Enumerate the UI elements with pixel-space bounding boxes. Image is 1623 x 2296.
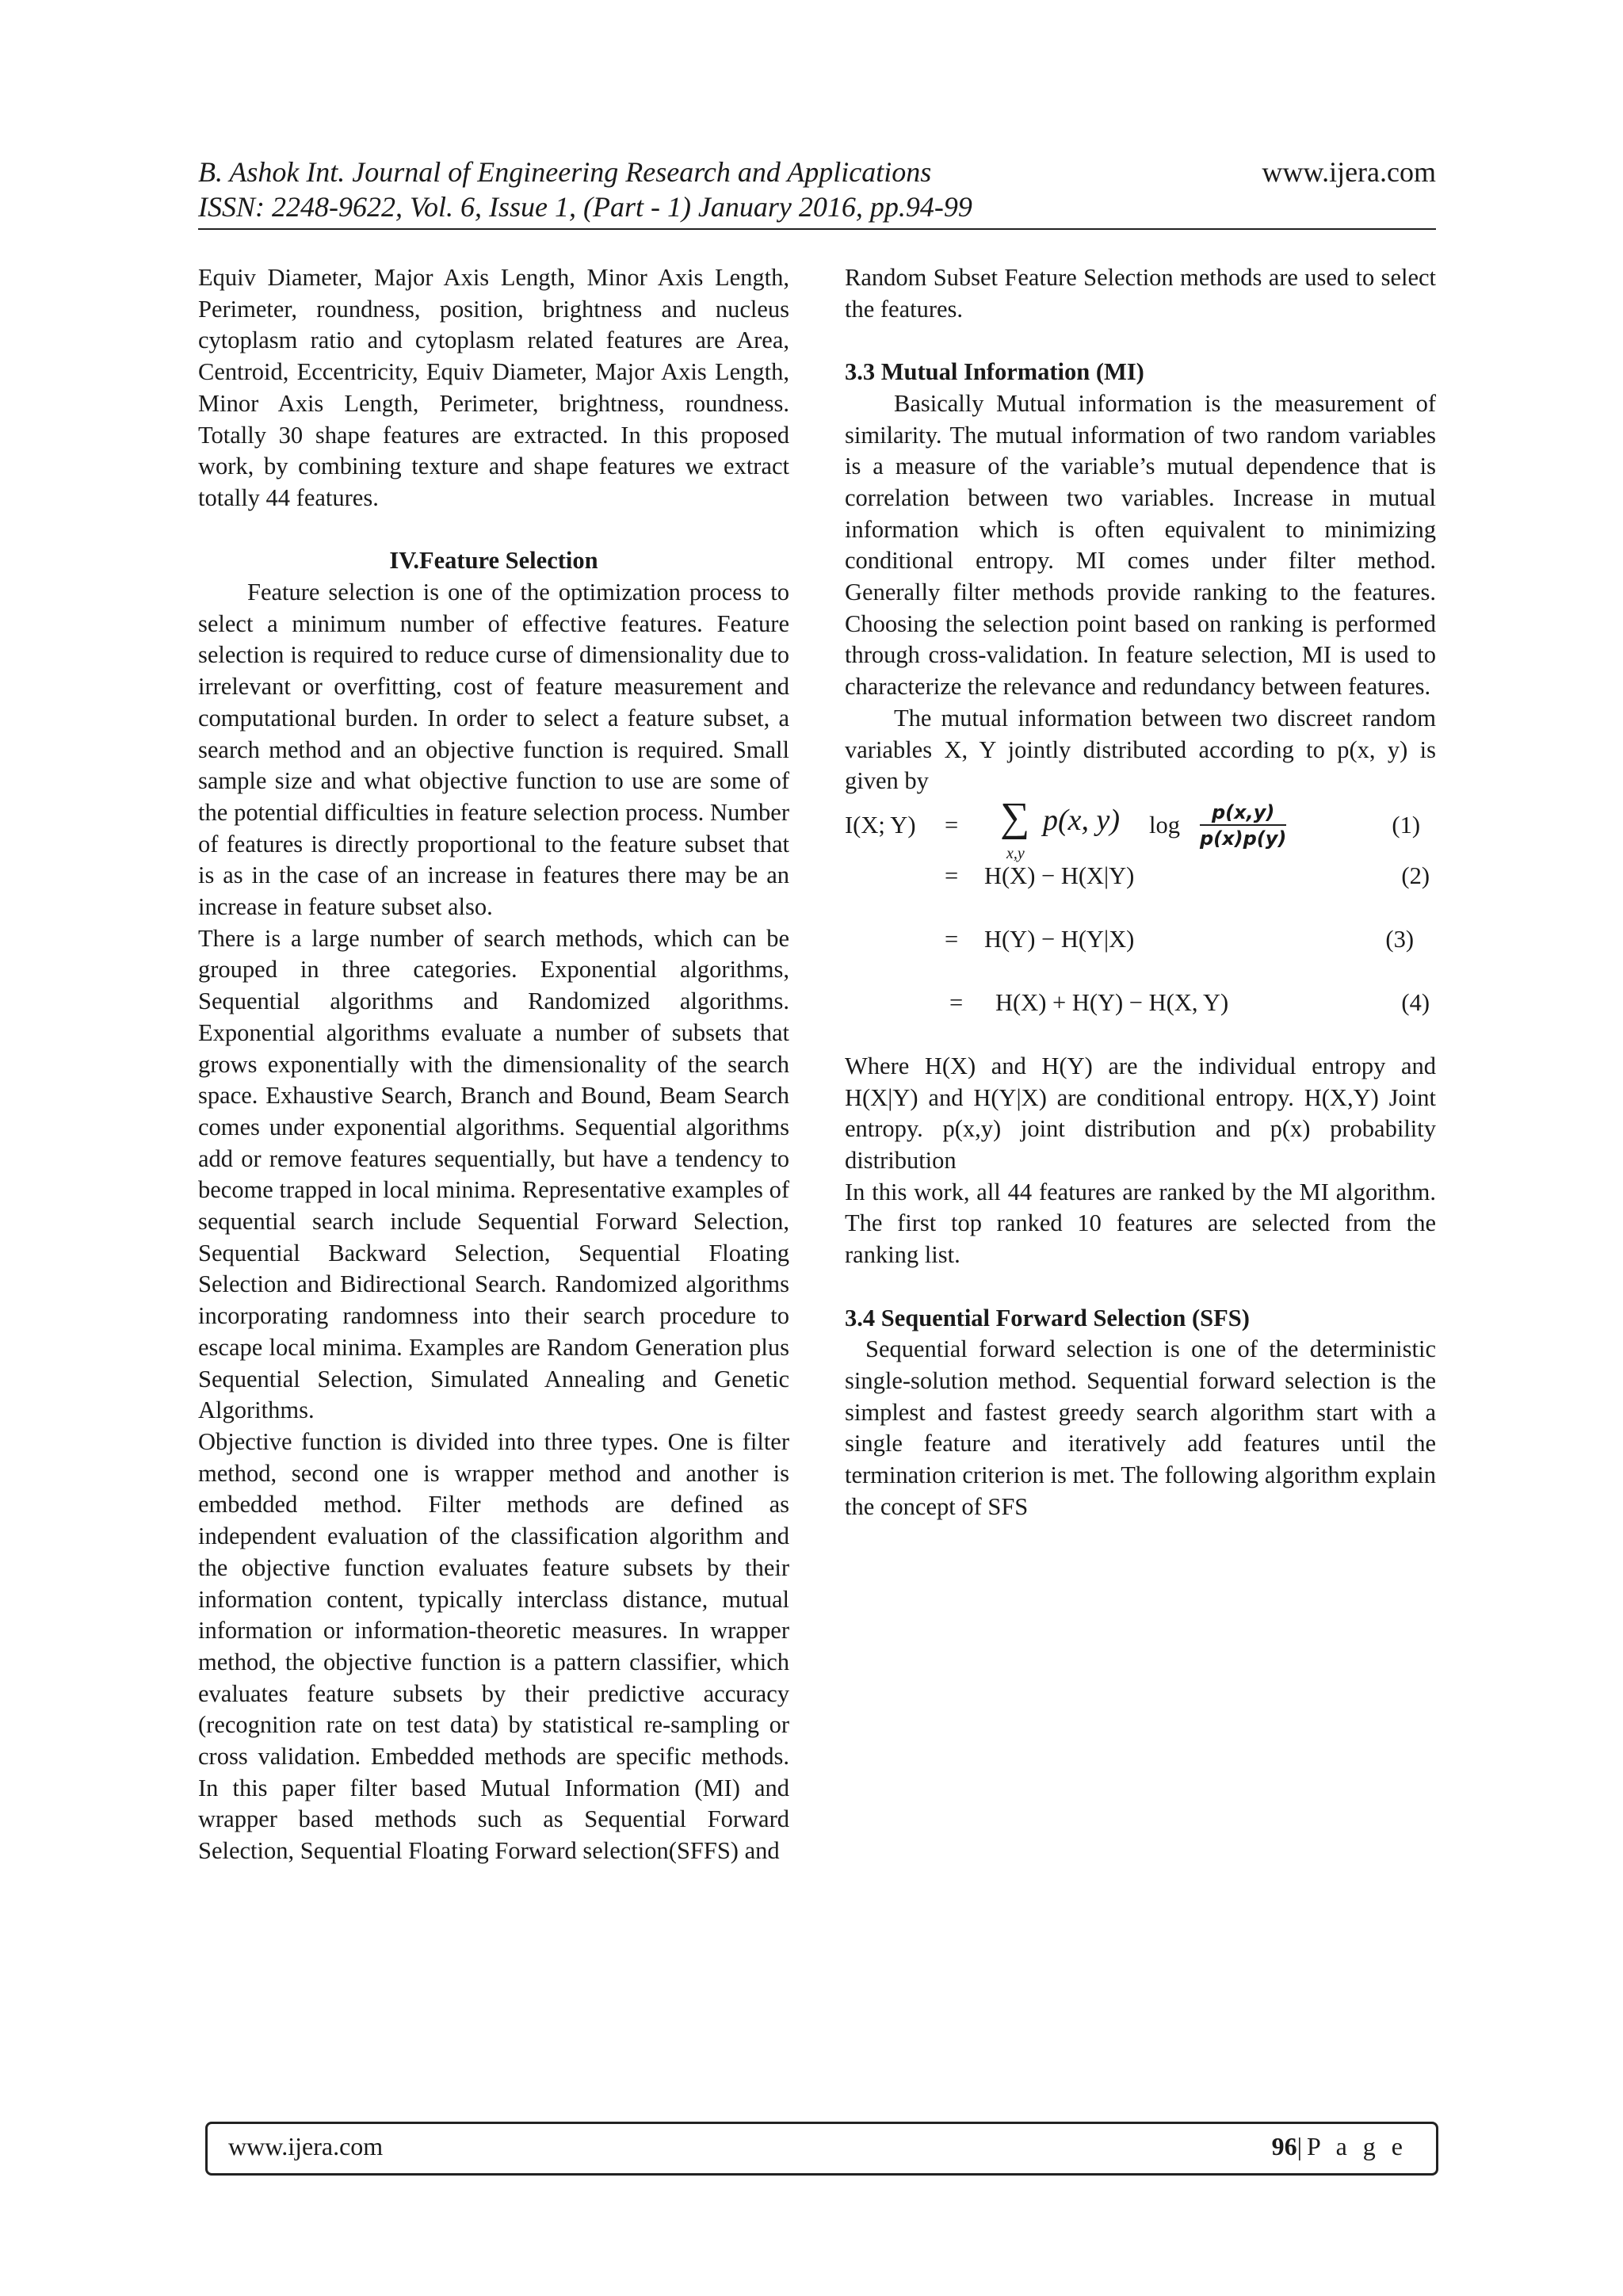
spacer: [845, 325, 1436, 357]
page-footer: [205, 2122, 1438, 2176]
equation-expression: H(Y) − H(Y|X): [984, 925, 1135, 953]
equation-expression: H(X) + H(Y) − H(X, Y): [995, 988, 1229, 1016]
journal-website[interactable]: www.ijera.com: [1262, 156, 1436, 188]
section-title-mutual-information: 3.3 Mutual Information (MI): [845, 358, 1144, 386]
fraction: [1200, 800, 1286, 851]
equation-number: (1): [1392, 811, 1420, 839]
running-header: [198, 155, 1436, 223]
header-rule: [198, 228, 1436, 230]
page-number-label: [1272, 2132, 1407, 2161]
paragraph-mi-formula-intro: The mutual information between two discreet random variables X, Y jointly distributed according to p(x, y) is given by: [845, 704, 1436, 795]
equals-sign: =: [945, 861, 959, 889]
equation-number: (2): [1401, 861, 1430, 889]
log-operator: log: [1149, 811, 1180, 839]
fraction-denominator: p(x)p(y): [1200, 827, 1287, 850]
equation-2: [845, 861, 1436, 924]
summation-symbol: ∑: [1000, 794, 1030, 840]
equals-sign: =: [945, 925, 959, 953]
paragraph-feature-selection-intro: Feature selection is one of the optimization process to select a minimum number of effective features. Feature selection is required to reduce curse of dimensionality due to irrelevant or overfitting, cost of feature measurement and computational burden. In order to select a feature subset, a search method and an objective function is required. Small sample size and what objective function to use are some of the potential difficulties in feature selection process. Number of features is directly proportional to the feature subset that is as in the case of an increase in features there may be an increase in feature subset also.: [198, 579, 789, 921]
joint-probability: p(x, y): [1043, 803, 1121, 837]
summation-subscript: x,y: [1006, 844, 1025, 862]
issue-info: ISSN: 2248-9622, Vol. 6, Issue 1, (Part - 1) January 2016, pp.94-99: [198, 191, 972, 223]
equals-sign: =: [949, 988, 964, 1016]
equation-lhs: I(X; Y): [845, 811, 916, 839]
paragraph-objective-function: Objective function is divided into three types. One is filter method, second one is wrapper method and another is embedded method. Filter methods are defined as independent evaluation of the classification algorithm and the objective function evaluates feature subsets by their information content, typically interclass distance, mutual information or information-theoretic measures. In wrapper method, the objective function is a pattern classifier, which evaluates feature subsets by their predictive accuracy (recognition rate on test data) by statistical re-sampling or cross validation. Embedded methods are specific methods. In this paper filter based Mutual Information (MI) and wrapper based methods such as Sequential Forward Selection, Sequential Floating Forward selection(SFFS) and: [198, 1428, 789, 1865]
header-line-1: [198, 155, 1436, 189]
paragraph-search-methods: There is a large number of search methods, which can be grouped in three categories. Exponential algorithms, Sequential algorithms and Randomized algorithms. Exponential algorithms evaluate a number of subsets that grows exponentially with the dimensionality of the search space. Exhaustive Search, Branch and Bound, Beam Search comes under exponential algorithms. Sequential algorithms add or remove features sequentially, but have a tendency to become trapped in local minima. Representative examples of sequential search include Sequential Forward Selection, Sequential Backward Selection, Sequential Floating Selection and Bidirectional Search. Randomized algorithms incorporating randomness into their search procedure to escape local minima. Examples are Random Generation plus Sequential Selection, Simulated Annealing and Genetic Algorithms.: [198, 924, 789, 1424]
section-title-feature-selection: IV.Feature Selection: [389, 547, 598, 575]
paragraph-sfs: Sequential forward selection is one of the deterministic single-solution method. Sequential forward selection is the simplest and fastest greedy search algorithm start with a single feature and iteratively add features until the termination criterion is met. The following algorithm explain the concept of SFS: [845, 1335, 1436, 1520]
paragraph-entropy-definitions: Where H(X) and H(Y) are the individual entropy and H(X|Y) and H(Y|X) are conditional entropy. H(X,Y) Joint entropy. p(x,y) joint distribution and p(x) probability distribution: [845, 1052, 1436, 1175]
journal-title: B. Ashok Int. Journal of Engineering Research and Applications: [198, 156, 932, 188]
right-column: [845, 262, 1436, 1522]
paragraph-mi-ranking: In this work, all 44 features are ranked by the MI algorithm. The first top ranked 10 features are selected from the ranking list.: [845, 1178, 1436, 1269]
equation-1: [845, 794, 1436, 862]
left-column: [198, 262, 789, 1867]
paragraph-continuation: Random Subset Feature Selection methods are used to select the features.: [845, 264, 1436, 323]
section-title-sfs: 3.4 Sequential Forward Selection (SFS): [845, 1304, 1250, 1331]
paragraph-shape-features: Equiv Diameter, Major Axis Length, Minor Axis Length, Perimeter, roundness, position, brightness and nucleus cytoplasm ratio and cytoplasm related features are Area, Centroid, Eccentricity, Equiv Diameter, Major Axis Length, Minor Axis Length, Perimeter, brightness, roundness. Totally 30 shape features are extracted. In this proposed work, by combining texture and shape features we extract totally 44 features.: [198, 264, 789, 511]
spacer: [198, 514, 789, 546]
spacer: [845, 1271, 1436, 1303]
equation-number: (4): [1401, 988, 1430, 1016]
page-number: 96: [1271, 2132, 1297, 2160]
equals-sign: =: [945, 811, 959, 839]
footer-url[interactable]: www.ijera.com: [228, 2132, 384, 2160]
equation-number: (3): [1385, 925, 1414, 953]
page-word: |P a g e: [1296, 2132, 1407, 2160]
fraction-numerator: p(x,y): [1200, 800, 1286, 826]
equation-3: [845, 924, 1436, 988]
paragraph-mi-definition: Basically Mutual information is the measurement of similarity. The mutual information of two random variables is a measure of the variable’s mutual dependence that is correlation between two variables. Increase in mutual information which is often equivalent to minimizing conditional entropy. MI comes under filter method. Generally filter methods provide ranking to the features. Choosing the selection point based on ranking is performed through cross-validation. In feature selection, MI is used to characterize the relevance and redundancy between features.: [845, 389, 1436, 701]
equation-4: [845, 988, 1436, 1051]
equation-expression: H(X) − H(X|Y): [984, 861, 1135, 889]
